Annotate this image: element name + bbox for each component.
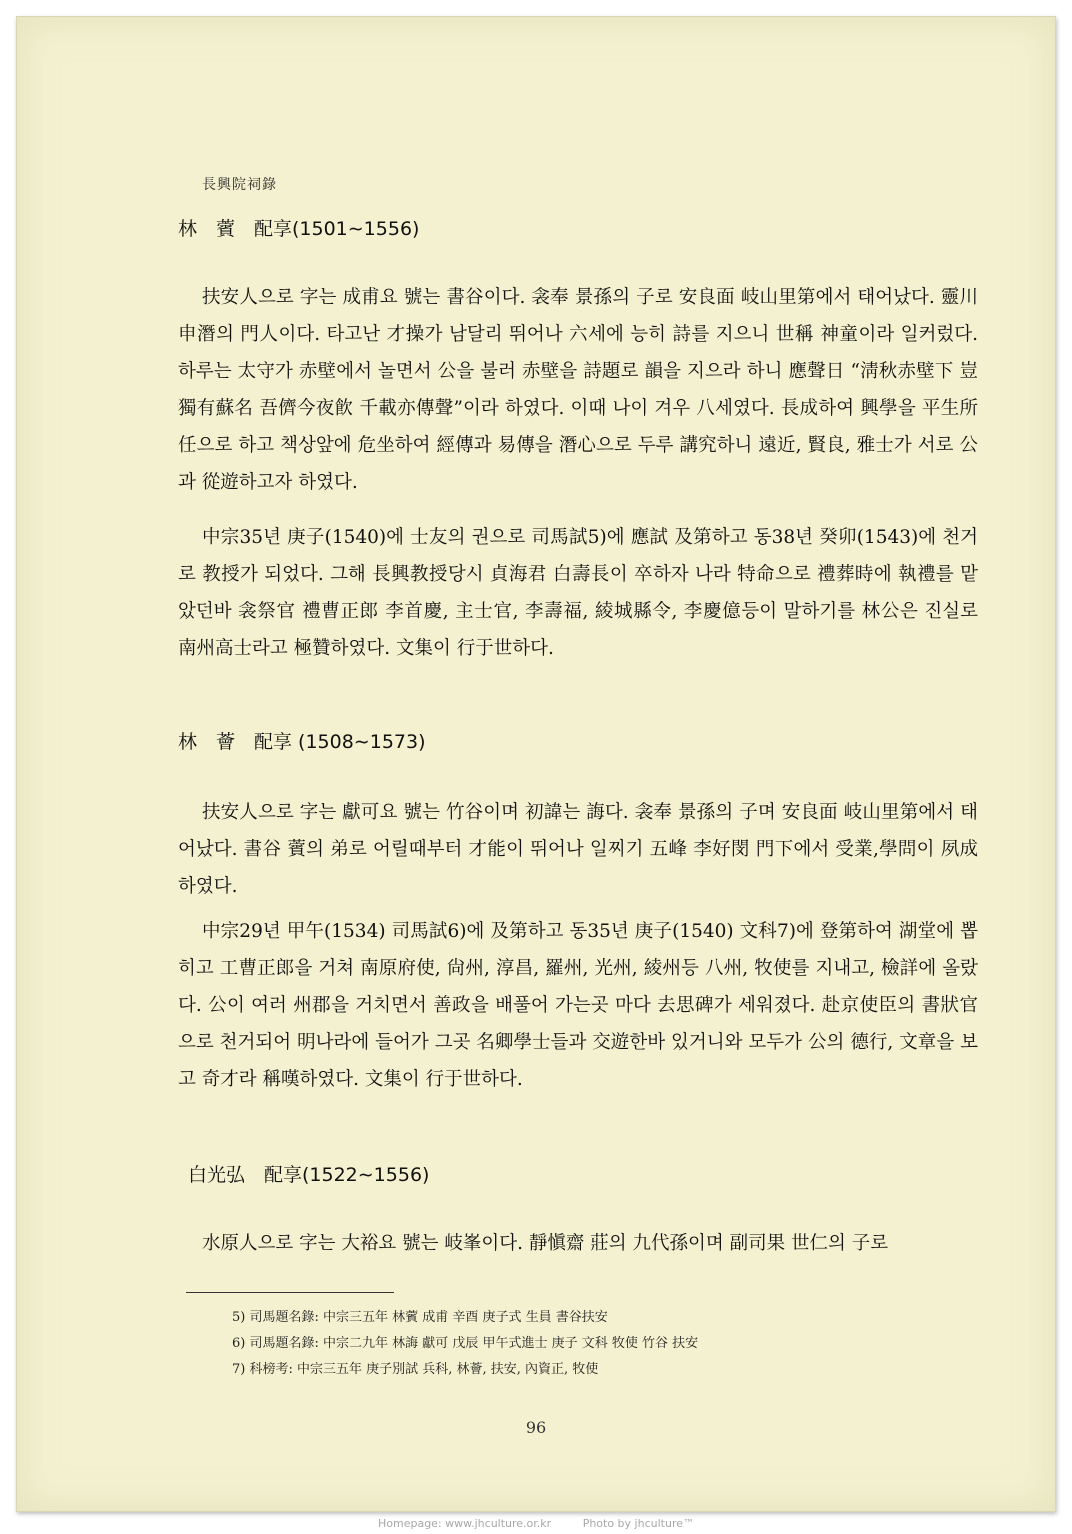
paragraph: 扶安人으로 字는 成甫요 號는 書谷이다. 衾奉 景孫의 子로 安良面 岐山里第에서 태어났다. 靈川 申潛의 門人이다. 타고난 才操가 남달리 뛰어나 六세에 능히 詩를 지으니 世稱 神童이라 일커렀다. 하루는 太守가 赤壁에서 놀면서 公을 불러 赤壁을 詩題로 韻을 지으라 하니 應聲日 “淸秋赤壁下 豈獨有蘇名 吾儕今夜飮 千載亦傳聲”이라 하였다. 이때 나이 겨우 八세였다. 長成하여 興學을 平生所任으로 하고 책상앞에 危坐하여 經傳과 易傳을 潛心으로 두루 講究하니 遠近, 賢良, 雅士가 서로 公과 從遊하고자 하였다. xyxy=(178,287,978,493)
footnote-7: 7) 科榜考: 中宗三五年 庚子別試 兵科, 林薈, 扶安, 內資正, 牧使 xyxy=(232,1362,599,1377)
paragraph: 水原人으로 字는 大裕요 號는 岐峯이다. 靜愼齋 莊의 九代孫이며 副司果 世仁의 子로 xyxy=(202,1233,889,1254)
page-number: 96 xyxy=(525,1418,547,1437)
photo-credit-bar xyxy=(0,1514,1072,1534)
footnote-divider xyxy=(186,1292,394,1293)
footnote-6: 6) 司馬題名錄: 中宗二九年 林誨 獻可 戊辰 甲午式進士 庚子 文科 牧使 竹谷 扶安 xyxy=(232,1336,699,1351)
section-title-lim-bin: 林 薲 配享(1501∼1556) xyxy=(178,218,420,240)
paragraph: 中宗29년 甲午(1534) 司馬試6)에 及第하고 동35년 庚子(1540) 文科7)에 登第하여 湖堂에 뽑히고 工曹正郎을 거쳐 南原府使, 尙州, 淳昌, 羅州, 光州, 綾州등 八州, 牧使를 지내고, 檢詳에 올랐다. 公이 여러 州郡을 거치면서 善政을 배풀어 가는곳 마다 去思碑가 세워졌다. 赴京使臣의 書狀官으로 천거되어 明나라에 들어가 그곳 名卿學士들과 交遊한바 있거니와 모두가 公의 德行, 文章을 보고 奇才라 稱嘆하였다. 文集이 行于世하다. xyxy=(178,921,978,1090)
homepage-credit: Homepage: www.jhculture.or.kr xyxy=(377,1517,552,1530)
document-page xyxy=(16,16,1056,1512)
photo-credit: Photo by jhculture™ xyxy=(582,1517,694,1530)
footnote-5: 5) 司馬題名錄: 中宗三五年 林薲 成甫 辛酉 庚子式 生員 書谷扶安 xyxy=(232,1310,608,1325)
paragraph: 中宗35년 庚子(1540)에 士友의 권으로 司馬試5)에 應試 及第하고 동38년 癸卯(1543)에 천거로 教授가 되었다. 그해 長興教授당시 貞海君 白壽長이 卒하자 나라 特命으로 禮葬時에 執禮를 맡았던바 衾祭官 禮曹正郎 李首慶, 主士官, 李壽福, 綾城縣令, 李慶億등이 말하기를 林公은 진실로 南州高士라고 極贊하였다. 文集이 行于世하다. xyxy=(178,527,978,659)
running-header: 長興院祠錄 xyxy=(202,177,277,193)
paragraph: 扶安人으로 字는 獻可요 號는 竹谷이며 初諱는 誨다. 衾奉 景孫의 子며 安良面 岐山里第에서 태어났다. 書谷 薲의 弟로 어릴때부터 才能이 뛰어나 일찌기 五峰 李好閔 門下에서 受業,學問이 夙成하였다. xyxy=(178,802,978,897)
section-title-lim-hoe: 林 薈 配享 (1508∼1573) xyxy=(178,731,426,753)
section-title-baek-gwanghong: 白光弘 配享(1522∼1556) xyxy=(188,1164,430,1186)
